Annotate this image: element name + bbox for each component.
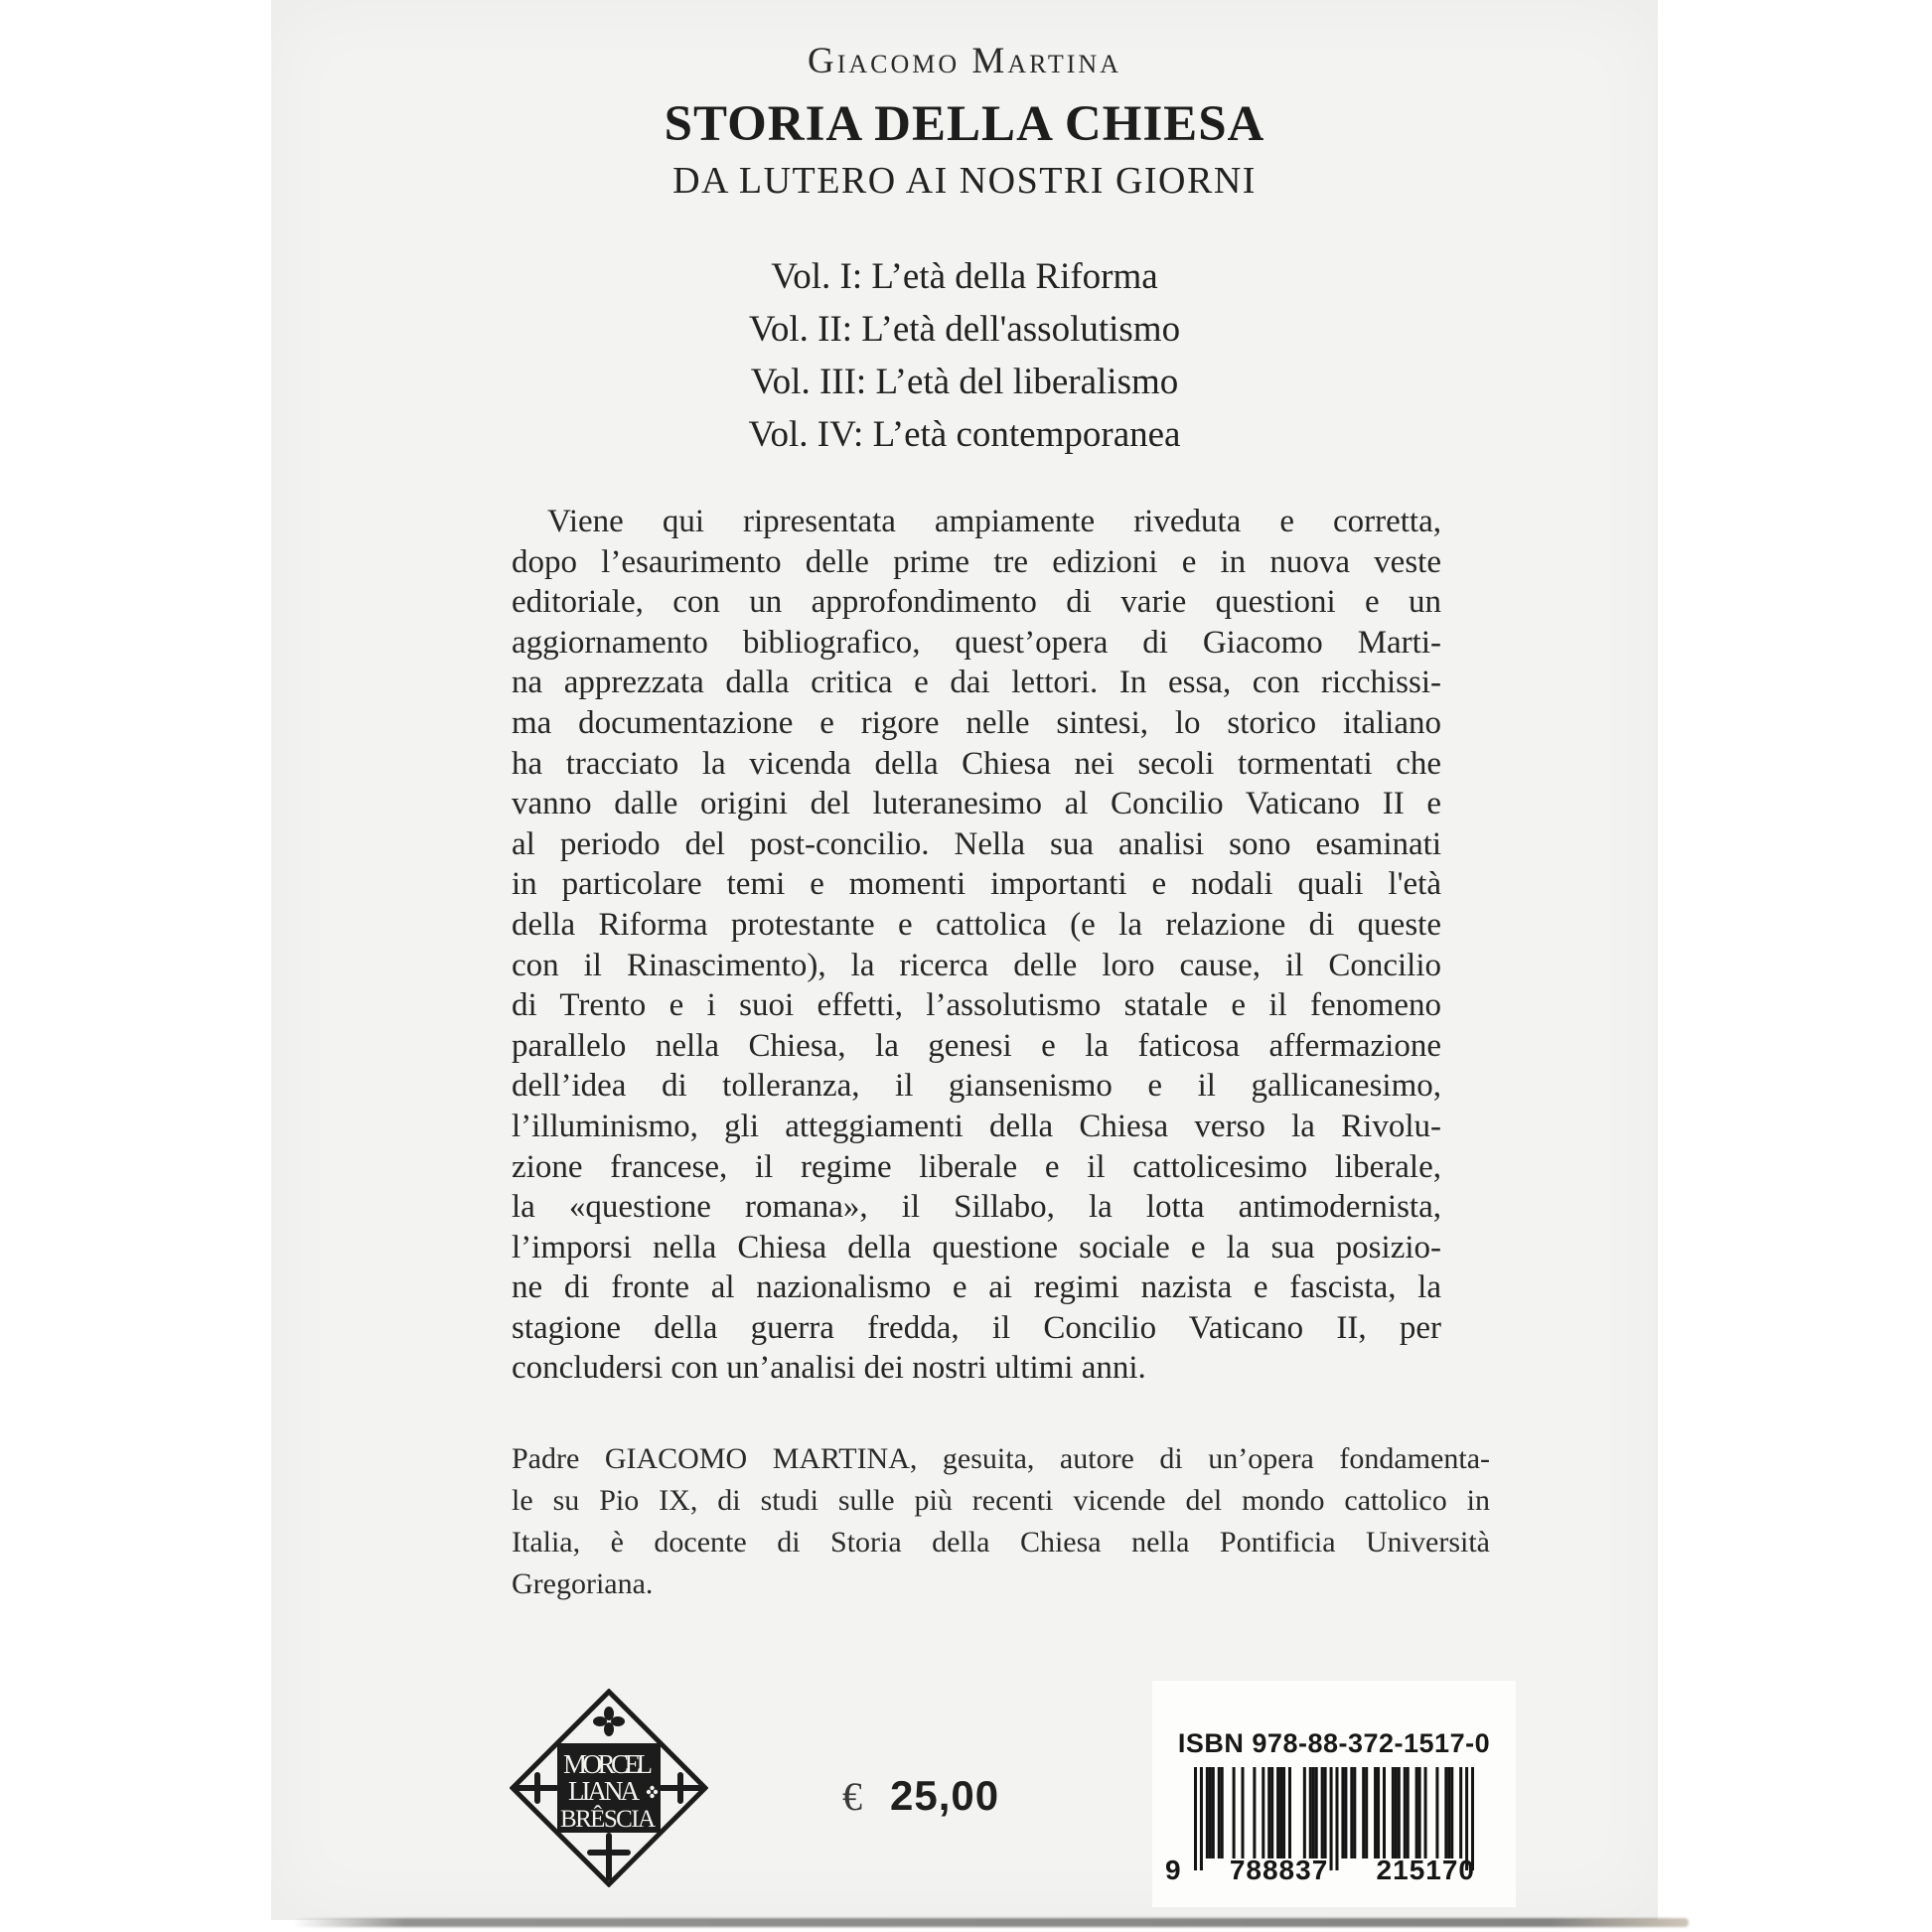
price — [842, 1772, 999, 1820]
barcode-digit-group: 788837 — [1229, 1855, 1329, 1885]
description-line: editoriale, con un approfondimento di varie questioni e un — [512, 584, 1441, 621]
euro-sign: € — [842, 1774, 862, 1819]
logo-text-line3: BRÊSCIA — [560, 1806, 658, 1833]
description-line: aggiornamento bibliografico, quest’opera di Giacomo Marti- — [512, 624, 1441, 661]
description-line: stagione della guerra fredda, il Concilio Vaticano II, per — [512, 1309, 1441, 1346]
volume-item: Vol. IV: L’età contemporanea — [748, 414, 1181, 455]
description-line: dell’idea di tolleranza, il giansenismo e il gallicanesimo, — [512, 1068, 1441, 1105]
description-line: ne di fronte al nazionalismo e ai regimi nazista e fascista, la — [512, 1269, 1441, 1306]
book-title: STORIA DELLA CHIESA — [664, 96, 1265, 152]
bio-line: Gregoriana. — [512, 1567, 654, 1600]
description-line: concludersi con un’analisi dei nostri ultimi anni. — [512, 1350, 1146, 1387]
barcode-panel — [1152, 1681, 1516, 1907]
description-line: parallelo nella Chiesa, la genesi e la faticosa affermazione — [512, 1027, 1441, 1064]
volume-item: Vol. III: L’età del liberalismo — [750, 362, 1179, 402]
publisher-logo-icon — [510, 1689, 708, 1887]
description-line: dopo l’esaurimento delle prime tre edizioni e in nuova veste — [512, 543, 1441, 580]
isbn-label: ISBN 978-88-372-1517-0 — [1177, 1728, 1491, 1758]
bio-line: Italia, è docente di Storia della Chiesa nella Pontificia Università — [512, 1526, 1490, 1559]
volume-item: Vol. II: L’età dell'assolutismo — [748, 309, 1181, 350]
barcode-digit-group: 215170 — [1376, 1855, 1475, 1885]
bio-line: Padre GIACOMO MARTINA, gesuita, autore di un’opera fondamenta- — [512, 1442, 1490, 1475]
description-line: na apprezzata dalla critica e dai lettori. In essa, con ricchissi- — [512, 665, 1441, 701]
description-line: di Trento e i suoi effetti, l’assolutismo statale e il fenomeno — [512, 987, 1441, 1024]
description-line: l’imporsi nella Chiesa della questione sociale e la sua posizio- — [512, 1229, 1441, 1265]
description-line: l’illuminismo, gli atteggiamenti della Chiesa verso la Rivolu- — [512, 1108, 1441, 1144]
description-line: ha tracciato la vicenda della Chiesa nei secoli tormentati che — [512, 745, 1441, 782]
book-shadow — [293, 1918, 1689, 1927]
logo-text-line1: MORCEL — [563, 1749, 655, 1779]
description-line: zione francese, il regime liberale e il cattolicesimo liberale, — [512, 1148, 1441, 1185]
description-line: in particolare temi e momenti importanti e nodali quali l'età — [512, 866, 1441, 903]
volume-list — [271, 250, 1658, 461]
description-line: al periodo del post-concilio. Nella sua analisi sono esaminati — [512, 825, 1441, 862]
description-line: la «questione romana», il Sillabo, la lotta antimodernista, — [512, 1189, 1441, 1226]
barcode-digit-group: 9 — [1165, 1855, 1182, 1885]
book-description — [512, 502, 1441, 1389]
logo-text-line2: LIANA — [568, 1776, 642, 1806]
description-line: Viene qui ripresentata ampiamente riveduta e corretta, — [547, 504, 1441, 539]
volume-item: Vol. I: L’età della Riforma — [771, 256, 1158, 297]
description-line: con il Rinascimento), la ricerca delle loro cause, il Concilio — [512, 947, 1441, 983]
logo-top-ornament-icon — [593, 1707, 625, 1736]
author-name: Giacomo Martina — [808, 41, 1121, 81]
publisher-logo — [510, 1689, 708, 1887]
price-amount: 25,00 — [890, 1772, 1000, 1819]
description-line: ma documentazione e rigore nelle sintesi, lo storico italiano — [512, 704, 1441, 741]
bio-line: le su Pio IX, di studi sulle più recenti vicende del mondo cattolico in — [512, 1484, 1490, 1517]
description-line: vanno dalle origini del luteranesimo al Concilio Vaticano II e — [512, 786, 1441, 822]
description-line: della Riforma protestante e cattolica (e la relazione di queste — [512, 906, 1441, 943]
book-back-cover — [271, 0, 1658, 1920]
book-subtitle: DA LUTERO AI NOSTRI GIORNI — [672, 160, 1257, 202]
author-bio — [512, 1438, 1490, 1605]
